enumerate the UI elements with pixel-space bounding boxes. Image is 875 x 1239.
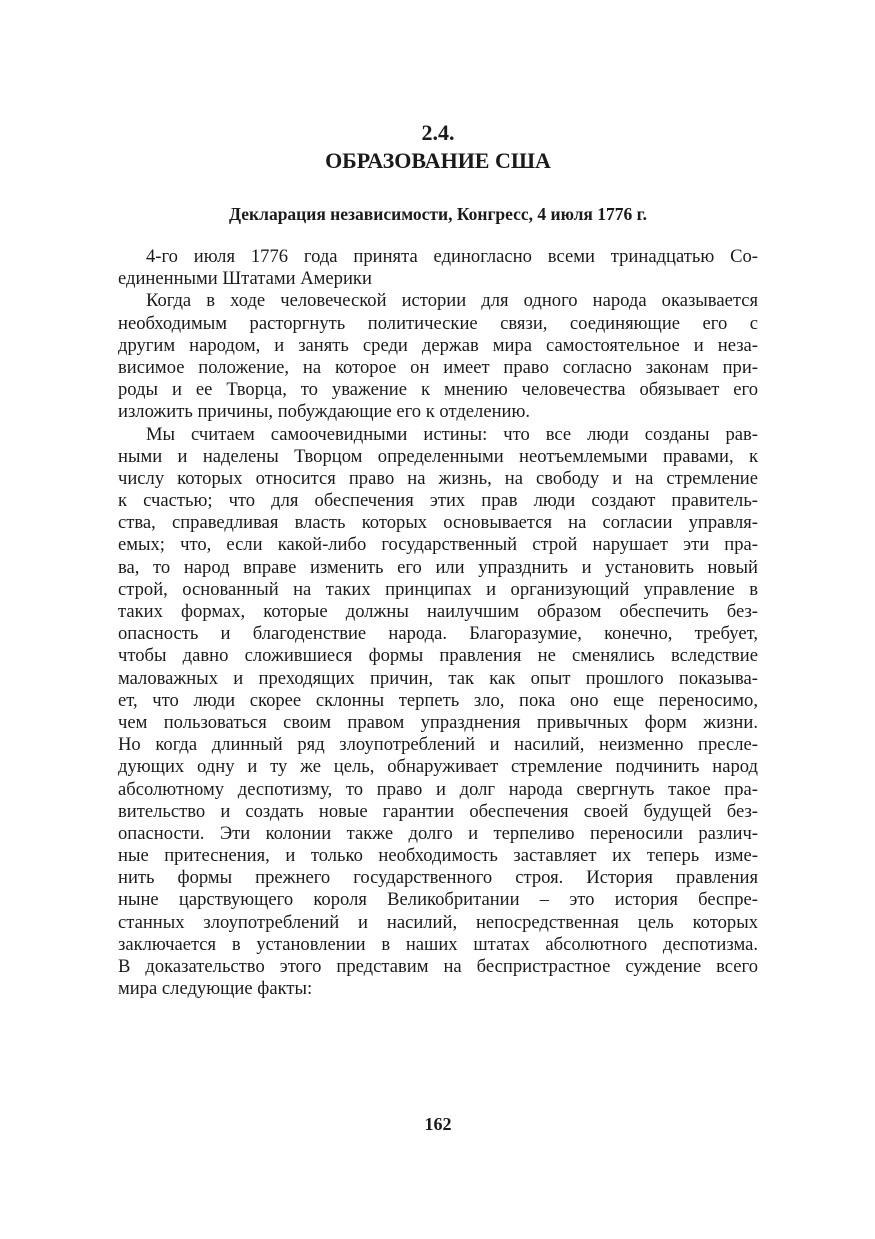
document-subtitle: Декларация независимости, Конгресс, 4 июля 1776 г. xyxy=(229,204,647,224)
text-line: единенными Штатами Америки xyxy=(118,268,372,290)
body-text xyxy=(118,246,758,1000)
section-title: ОБРАЗОВАНИЕ США xyxy=(325,148,551,173)
paragraph xyxy=(118,424,758,1001)
text-line: к счастью; что для обеспечения этих прав люди создают правитель- xyxy=(118,490,758,512)
text-line: мира следующие факты: xyxy=(118,978,313,1000)
paragraph xyxy=(118,246,758,290)
text-line: абсолютному деспотизму, то право и долг народа свергнуть такое пра- xyxy=(118,778,758,800)
text-line: чем пользоваться своим правом упразднения привычных форм жизни. xyxy=(118,711,758,733)
text-line: опасность и благоденствие народа. Благоразумие, конечно, требует, xyxy=(118,623,758,645)
paragraph xyxy=(118,290,758,423)
text-line: ства, справедливая власть которых основывается на согласии управля- xyxy=(118,512,758,534)
text-line: строй, основанный на таких принципах и организующий управление в xyxy=(118,578,758,600)
text-line: изложить причины, побуждающие его к отделению. xyxy=(118,401,531,423)
document-page xyxy=(118,108,758,1168)
text-line: числу которых относится право на жизнь, на свободу и на стремление xyxy=(118,467,758,489)
text-line: маловажных и преходящих причин, так как опыт прошлого показыва- xyxy=(118,667,758,689)
text-line: нить формы прежнего государственного строя. История правления xyxy=(118,867,758,889)
text-line: ва, то народ вправе изменить его или упразднить и установить новый xyxy=(118,556,758,578)
text-line: ные притеснения, и только необходимость заставляет их теперь изме- xyxy=(118,845,758,867)
text-line: ныне царствующего короля Великобритании – это история беспре- xyxy=(118,889,758,911)
text-line: станных злоупотреблений и насилий, непосредственная цель которых xyxy=(118,911,758,933)
text-line: В доказательство этого представим на беспристрастное суждение всего xyxy=(118,956,758,977)
text-line: ет, что люди скорее склонны терпеть зло, пока оно еще переносимо, xyxy=(118,689,758,711)
text-line: необходимым расторгнуть политические связи, соединяющие его с xyxy=(118,312,758,334)
text-line: Когда в ходе человеческой истории для одного народа оказывается xyxy=(146,290,758,312)
text-line: дующих одну и ту же цель, обнаруживает стремление подчинить народ xyxy=(118,756,758,778)
text-line: роды и ее Творца, то уважение к мнению человечества обязывает его xyxy=(118,379,758,401)
text-line: заключается в установлении в наших штатах абсолютного деспотизма. xyxy=(118,933,758,955)
section-number: 2.4. xyxy=(421,120,455,145)
text-line: опасности. Эти колонии также долго и терпеливо переносили различ- xyxy=(118,822,758,844)
text-line: висимое положение, на которое он имеет право согласно законам при- xyxy=(118,356,758,378)
text-line: вительство и создать новые гарантии обеспечения своей будущей без- xyxy=(118,800,758,822)
text-line: 4-го июля 1776 года принята единогласно всеми тринадцатью Со- xyxy=(146,246,758,267)
text-line: таких формах, которые должны наилучшим образом обеспечить без- xyxy=(118,601,758,622)
page-number: 162 xyxy=(424,1114,452,1134)
text-line: емых; что, если какой-либо государственный строй нарушает эти пра- xyxy=(118,534,758,556)
text-line: чтобы давно сложившиеся формы правления не сменялись вследствие xyxy=(118,645,758,667)
text-line: ными и наделены Творцом определенными неотъемлемыми правами, к xyxy=(118,445,758,467)
text-line: Но когда длинный ряд злоупотреблений и насилий, неизменно пресле- xyxy=(118,734,758,756)
text-line: другим народом, и занять среди держав мира самостоятельное и неза- xyxy=(118,334,758,356)
text-line: Мы считаем самоочевидными истины: что все люди созданы рав- xyxy=(146,423,758,445)
